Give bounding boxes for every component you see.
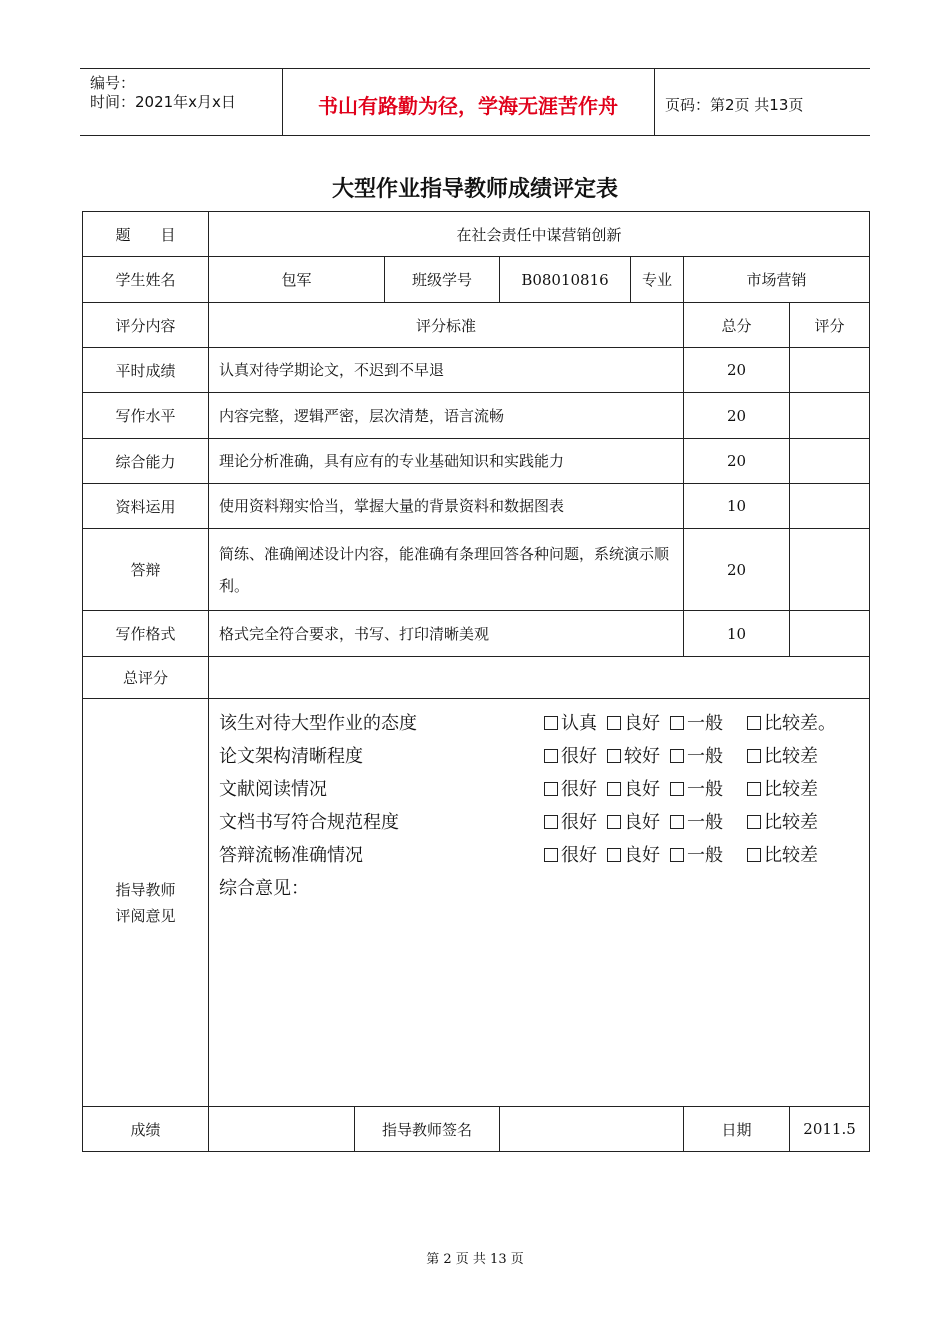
checkbox-icon [747,782,761,796]
overall-score-label: 总评分 [83,657,209,699]
checkbox-icon [670,848,684,862]
col-score-header: 评分 [790,303,870,348]
overall-score-cell[interactable] [209,657,870,699]
checkbox-icon [747,749,761,763]
checkbox-icon [670,716,684,730]
option-checkbox[interactable]: 一般 [670,773,723,806]
criteria-row [83,484,870,529]
criteria-total: 20 [684,529,790,611]
option-checkbox[interactable]: 很好 [544,773,597,806]
option-checkbox[interactable]: 比较差。 [747,707,836,740]
evaluation-question: 文献阅读情况 [219,779,327,800]
header-bottom-rule [80,135,870,136]
grade-label: 成绩 [83,1107,209,1152]
criteria-item: 写作格式 [83,611,209,657]
opinion-content [209,699,870,1107]
header-motto: 书山有路勤为径，学海无涯苦作舟 [318,94,618,118]
class-id-value: B08010816 [500,257,631,303]
header-page-label: 页码：第2页 共13页 [665,96,804,114]
option-checkbox[interactable]: 良好 [607,773,660,806]
col-criteria-header: 评分标准 [209,303,684,348]
criteria-standard: 格式完全符合要求，书写、打印清晰美观 [209,611,684,657]
criteria-total: 10 [684,484,790,529]
col-item-header: 评分内容 [83,303,209,348]
criteria-row [83,439,870,484]
option-checkbox[interactable]: 一般 [670,806,723,839]
opinion-label [83,699,209,1107]
evaluation-form-table [82,211,870,1152]
checkbox-icon [544,848,558,862]
criteria-total: 20 [684,348,790,393]
header-top-rule [80,68,870,69]
criteria-item: 答辩 [83,529,209,611]
criteria-row [83,529,870,611]
option-checkbox[interactable]: 比较差 [747,806,818,839]
evaluation-question: 文档书写符合规范程度 [219,812,399,833]
criteria-score-cell[interactable] [790,439,870,484]
grade-value-cell[interactable] [209,1107,355,1152]
option-checkbox[interactable]: 比较差 [747,839,818,872]
criteria-total: 20 [684,439,790,484]
checkbox-icon [747,716,761,730]
opinion-label-line1: 指导教师 [115,880,176,899]
checkbox-icon [544,749,558,763]
checkbox-icon [544,782,558,796]
checkbox-icon [607,815,621,829]
checkbox-icon [670,749,684,763]
comprehensive-opinion-label: 综合意见： [219,878,309,899]
option-checkbox[interactable]: 一般 [670,707,723,740]
option-checkbox[interactable]: 一般 [670,740,723,773]
evaluation-row [219,806,859,839]
class-id-label: 班级学号 [385,257,500,303]
option-checkbox[interactable]: 很好 [544,806,597,839]
signature-label: 指导教师签名 [355,1107,500,1152]
criteria-standard: 认真对待学期论文，不迟到不早退 [209,348,684,393]
checkbox-icon [670,782,684,796]
criteria-standard: 使用资料翔实恰当，掌握大量的背景资料和数据图表 [209,484,684,529]
criteria-row [83,348,870,393]
criteria-total: 10 [684,611,790,657]
option-checkbox[interactable]: 良好 [607,707,660,740]
topic-label: 题 目 [83,212,209,257]
student-name-value: 包军 [209,257,385,303]
evaluation-row [219,740,859,773]
criteria-score-cell[interactable] [790,529,870,611]
option-checkbox[interactable]: 认真 [544,707,597,740]
option-checkbox[interactable]: 较好 [607,740,660,773]
signature-value-cell[interactable] [500,1107,684,1152]
criteria-row [83,611,870,657]
header-time-label: 时间：2021年x月x日 [90,93,236,111]
topic-value: 在社会责任中谋营销创新 [209,212,870,257]
page-title: 大型作业指导教师成绩评定表 [331,177,618,202]
evaluation-row [219,707,859,740]
option-checkbox[interactable]: 比较差 [747,773,818,806]
option-checkbox[interactable]: 很好 [544,839,597,872]
evaluation-question: 答辩流畅准确情况 [219,845,363,866]
date-label: 日期 [684,1107,790,1152]
criteria-score-cell[interactable] [790,611,870,657]
checkbox-icon [747,848,761,862]
major-label: 专业 [631,257,684,303]
evaluation-question: 该生对待大型作业的态度 [219,713,417,734]
date-value: 2011.5 [790,1107,870,1152]
criteria-standard: 简练、准确阐述设计内容，能准确有条理回答各种问题，系统演示顺利。 [209,529,684,611]
criteria-score-cell[interactable] [790,348,870,393]
col-total-header: 总分 [684,303,790,348]
option-checkbox[interactable]: 良好 [607,839,660,872]
criteria-standard: 理论分析准确，具有应有的专业基础知识和实践能力 [209,439,684,484]
criteria-item: 综合能力 [83,439,209,484]
criteria-item: 资料运用 [83,484,209,529]
criteria-total: 20 [684,393,790,439]
checkbox-icon [607,716,621,730]
criteria-standard: 内容完整，逻辑严密，层次清楚，语言流畅 [209,393,684,439]
option-checkbox[interactable]: 一般 [670,839,723,872]
option-checkbox[interactable]: 良好 [607,806,660,839]
evaluation-question: 论文架构清晰程度 [219,746,363,767]
option-checkbox[interactable]: 比较差 [747,740,818,773]
criteria-row [83,393,870,439]
checkbox-icon [607,848,621,862]
criteria-score-cell[interactable] [790,393,870,439]
criteria-item: 平时成绩 [83,348,209,393]
page-footer: 第 2 页 共 13 页 [426,1252,524,1267]
student-name-label: 学生姓名 [83,257,209,303]
checkbox-icon [607,782,621,796]
header-divider-2 [654,68,655,136]
evaluation-row [219,839,859,872]
header-number-label: 编号： [90,74,136,92]
checkbox-icon [607,749,621,763]
major-value: 市场营销 [684,257,870,303]
checkbox-icon [670,815,684,829]
checkbox-icon [747,815,761,829]
criteria-score-cell[interactable] [790,484,870,529]
checkbox-icon [544,815,558,829]
opinion-label-line2: 评阅意见 [115,906,176,925]
checkbox-icon [544,716,558,730]
option-checkbox[interactable]: 很好 [544,740,597,773]
criteria-item: 写作水平 [83,393,209,439]
evaluation-row [219,773,859,806]
